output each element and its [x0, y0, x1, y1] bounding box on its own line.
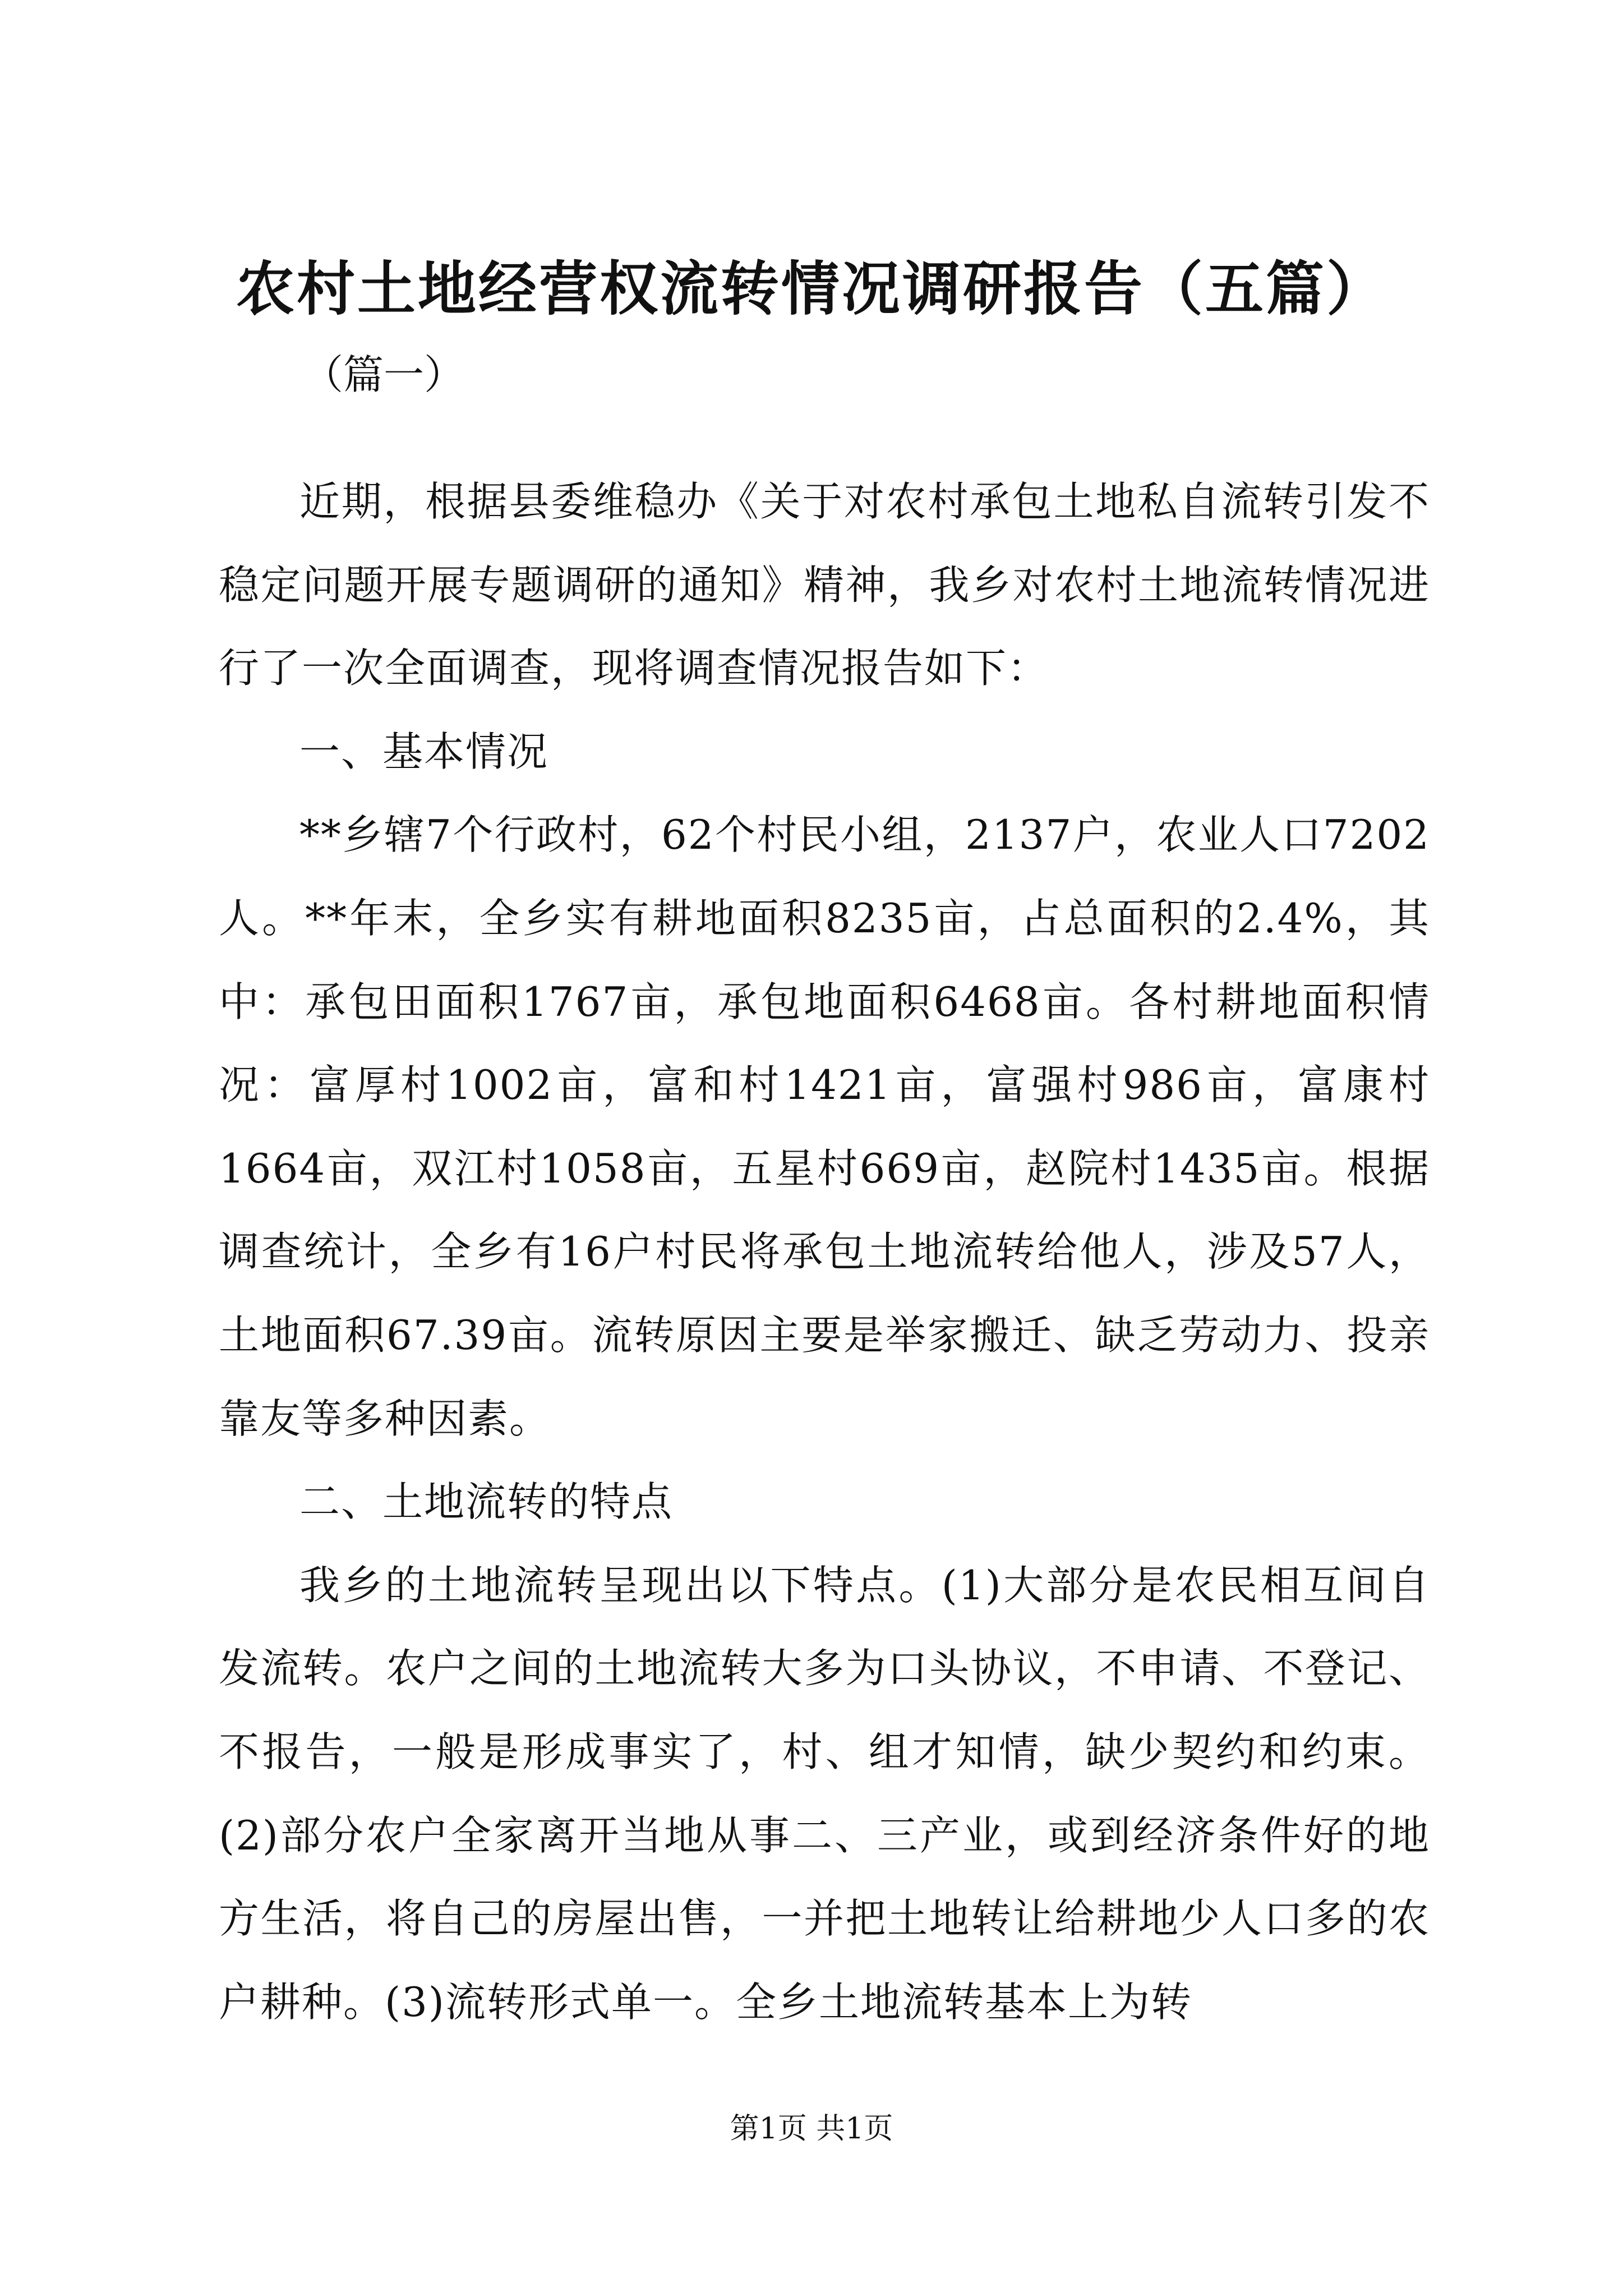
section-paragraph-basic: **乡辖7个行政村，62个村民小组，2137户，农业人口7202人。**年末，全乡实有耕地面积8235亩，占总面积的2.4%，其中：承包田面积1767亩，承包地面积6468亩。各村耕地面积情况：富厚村1002亩，富和村1421亩，富强村986亩，富康村1664亩，双江村1058亩，五星村669亩，赵院村1435亩。根据调查统计，全乡有16户村民将承包土地流转给他人，涉及57人，土地面积67.39亩。流转原因主要是举家搬迁、缺乏劳动力、投亲靠友等多种因素。: [219, 811, 1430, 1442]
section-paragraph-features: 我乡的土地流转呈现出以下特点。(1)大部分是农民相互间自发流转。农户之间的土地流转大多为口头协议，不申请、不登记、不报告，一般是形成事实了，村、组才知情，缺少契约和约束。(2)部分农户全家离开当地从事二、三产业，或到经济条件好的地方生活，将自己的房屋出售，一并把土地转让给耕地少人口多的农户耕种。(3)流转形式单一。全乡土地流转基本上为转: [219, 1561, 1430, 2026]
page-footer: 第1页 共1页: [730, 2112, 893, 2146]
document-body: [219, 460, 1430, 2044]
intro-paragraph: 近期，根据县委维稳办《关于对农村承包土地私自流转引发不稳定问题开展专题调研的通知》精神，我乡对农村土地流转情况进行了一次全面调查，现将调查情况报告如下：: [219, 478, 1430, 692]
section-heading-features: 二、土地流转的特点: [299, 1478, 674, 1526]
document-title: 农村土地经营权流转情况调研报告（五篇）: [236, 254, 1387, 323]
document-subtitle: （篇一）: [303, 351, 465, 398]
section-heading-basic: 一、基本情况: [299, 728, 549, 775]
